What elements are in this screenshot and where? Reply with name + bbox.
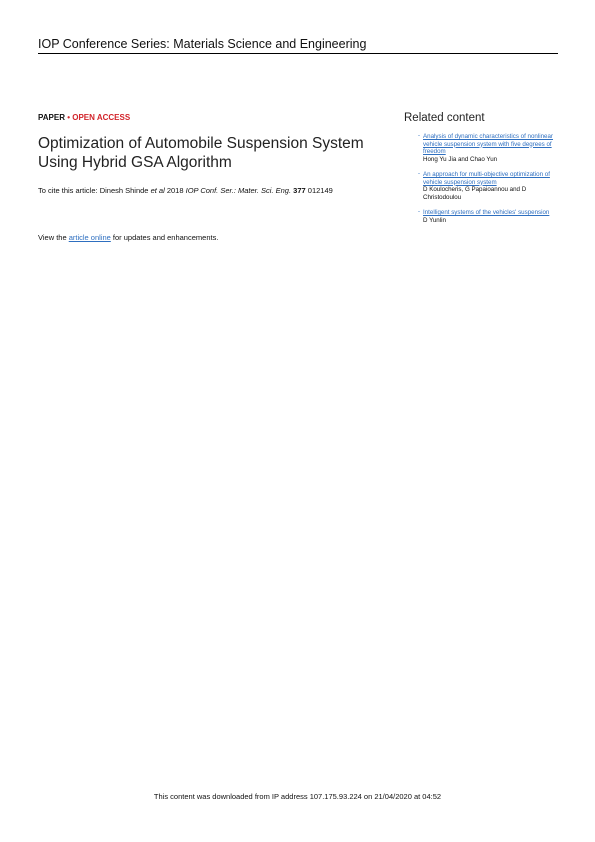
paper-title: Optimization of Automobile Suspension System Using Hybrid GSA Algorithm xyxy=(38,135,364,171)
view-online-before: View the xyxy=(38,233,69,242)
related-item-link[interactable]: An approach for multi-objective optimization of vehicle suspension system xyxy=(423,171,550,186)
related-item xyxy=(404,133,564,163)
citation-journal: IOP Conf. Ser.: Mater. Sci. Eng. xyxy=(185,186,292,195)
view-online-after: for updates and enhancements. xyxy=(110,233,219,242)
related-content-list xyxy=(404,133,564,224)
related-item-authors: D Yunlin xyxy=(423,216,446,224)
related-content-panel xyxy=(404,111,564,232)
related-item-link[interactable]: Intelligent systems of the vehicles' suspension xyxy=(423,209,550,216)
view-online-line xyxy=(38,233,218,243)
tag-separator: • xyxy=(64,113,73,122)
journal-header xyxy=(38,37,558,54)
article-tag-line xyxy=(38,113,130,123)
citation-line xyxy=(38,186,388,196)
open-access-badge: OPEN ACCESS xyxy=(72,113,131,122)
related-item-link[interactable]: Analysis of dynamic characteristics of nonlinear vehicle suspension system with five degrees of freedom xyxy=(423,133,553,155)
related-item-authors: D Koulocheris, G Papaioannou and D Christodoulou xyxy=(423,186,527,201)
related-item-authors: Hong Yu Jia and Chao Yun xyxy=(423,155,498,163)
journal-series-title: IOP Conference Series: Materials Science and Engineering xyxy=(38,37,367,51)
related-item xyxy=(404,171,564,201)
citation-article-number: 012149 xyxy=(305,186,333,195)
citation-prefix: To cite this article: Dinesh Shinde xyxy=(38,186,151,195)
bullet-icon: - xyxy=(418,209,420,215)
download-footer: This content was downloaded from IP address 107.175.93.224 on 21/04/2020 at 04:52 xyxy=(153,792,442,801)
citation-year: 2018 xyxy=(164,186,186,195)
related-content-title: Related content xyxy=(404,112,485,124)
paper-tag: PAPER xyxy=(38,113,65,122)
related-item xyxy=(404,209,564,224)
bullet-icon: - xyxy=(418,133,420,139)
bullet-icon: - xyxy=(418,171,420,177)
article-online-link[interactable]: article online xyxy=(68,233,111,242)
citation-volume: 377 xyxy=(293,186,306,195)
citation-et-al: et al xyxy=(150,186,165,195)
